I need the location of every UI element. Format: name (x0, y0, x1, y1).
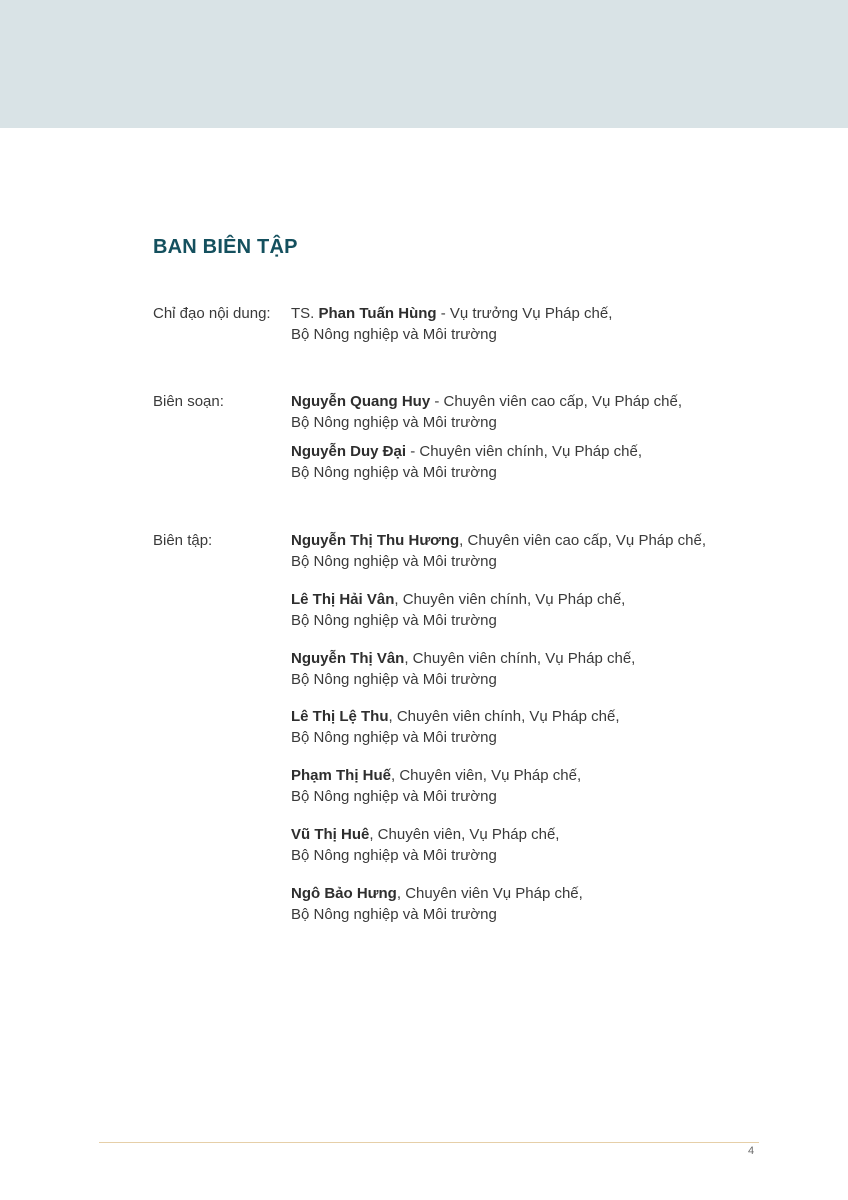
credit-entry (291, 391, 682, 433)
credit-role: , Chuyên viên cao cấp, Vụ Pháp chế, (459, 532, 706, 549)
credit-entry (291, 648, 635, 690)
credit-org: Bộ Nông nghiệp và Môi trường (291, 788, 497, 805)
credit-role: , Chuyên viên, Vụ Pháp chế, (369, 826, 560, 843)
credit-org: Bộ Nông nghiệp và Môi trường (291, 671, 497, 688)
header-band (0, 0, 848, 128)
credit-role: , Chuyên viên, Vụ Pháp chế, (391, 767, 582, 784)
credit-entry (291, 824, 559, 866)
credit-name: Phan Tuấn Hùng (318, 305, 437, 322)
credit-entry (291, 883, 583, 925)
credit-entry (291, 441, 642, 483)
credit-role: , Chuyên viên Vụ Pháp chế, (396, 885, 583, 902)
credit-org: Bộ Nông nghiệp và Môi trường (291, 414, 497, 431)
credit-entry (291, 589, 625, 631)
credit-role: , Chuyên viên chính, Vụ Pháp chế, (394, 591, 626, 608)
credit-entry (291, 303, 612, 345)
page-title: BAN BIÊN TẬP (153, 236, 298, 258)
credit-entry (291, 765, 581, 807)
credit-role: - Vụ trưởng Vụ Pháp chế, (436, 305, 613, 322)
credit-org: Bộ Nông nghiệp và Môi trường (291, 553, 497, 570)
credit-role: , Chuyên viên chính, Vụ Pháp chế, (388, 708, 620, 725)
page-number: 4 (748, 1145, 755, 1157)
credit-role: - Chuyên viên chính, Vụ Pháp chế, (406, 443, 643, 460)
credit-prefix: TS. (291, 305, 319, 322)
section-label-compilers: Biên soạn: (153, 393, 224, 410)
credit-org: Bộ Nông nghiệp và Môi trường (291, 326, 497, 343)
credit-org: Bộ Nông nghiệp và Môi trường (291, 464, 497, 481)
credit-org: Bộ Nông nghiệp và Môi trường (291, 612, 497, 629)
credit-name: Nguyễn Thị Thu Hương (291, 532, 460, 549)
credit-role: , Chuyên viên chính, Vụ Pháp chế, (404, 650, 636, 667)
credit-name: Nguyễn Quang Huy (291, 393, 431, 410)
credit-name: Nguyễn Thị Vân (291, 650, 405, 667)
credit-org: Bộ Nông nghiệp và Môi trường (291, 906, 497, 923)
credit-org: Bộ Nông nghiệp và Môi trường (291, 847, 497, 864)
credit-name: Vũ Thị Huê (291, 826, 370, 843)
credit-org: Bộ Nông nghiệp và Môi trường (291, 729, 497, 746)
credit-name: Ngô Bảo Hưng (291, 885, 397, 902)
credit-role: - Chuyên viên cao cấp, Vụ Pháp chế, (430, 393, 683, 410)
credit-name: Lê Thị Lệ Thu (291, 708, 389, 725)
credit-name: Nguyễn Duy Đại (291, 443, 407, 460)
credit-name: Lê Thị Hải Vân (291, 591, 395, 608)
credit-entry (291, 530, 706, 572)
credit-name: Phạm Thị Huế (291, 767, 392, 784)
section-label-direction: Chỉ đạo nội dung: (153, 305, 271, 322)
section-label-editors: Biên tập: (153, 532, 213, 549)
footer-divider (99, 1142, 759, 1143)
credit-entry (291, 706, 619, 748)
